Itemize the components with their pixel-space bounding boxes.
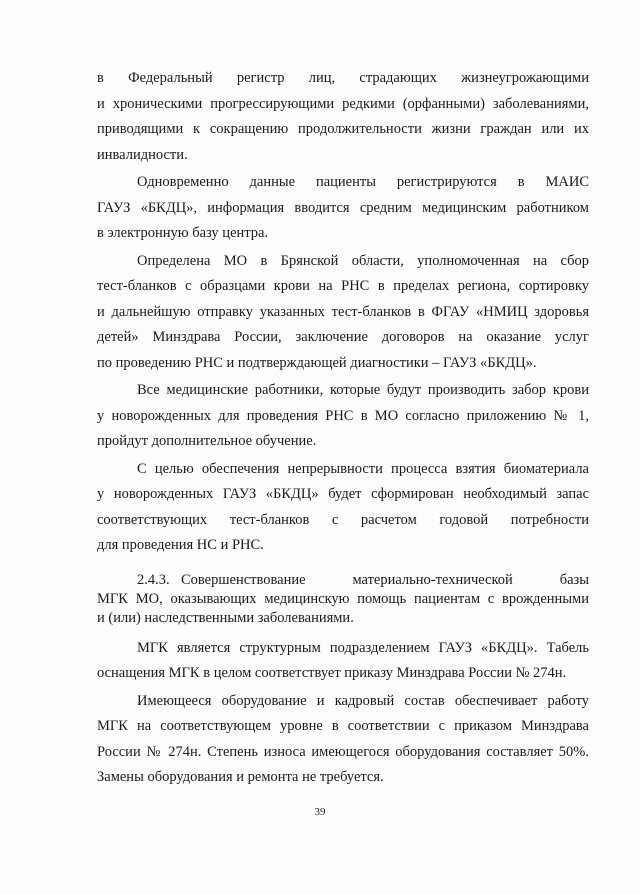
- text-line: и хроническими прогрессирующими редкими (орфанными) заболеваниями,: [97, 95, 589, 112]
- page-number: 39: [314, 806, 326, 818]
- paragraph-mais: [97, 170, 589, 247]
- text-line: в электронную базу центра.: [97, 225, 269, 241]
- paragraph-equipment: [97, 689, 589, 791]
- text-line: инвалидности.: [97, 146, 188, 163]
- section-number: 2.4.3.: [137, 571, 170, 588]
- page-content: [97, 66, 589, 791]
- text-line: по проведению РНС и подтверждающей диагностики – ГАУЗ «БКДЦ».: [97, 354, 537, 371]
- section-title-start: Совершенствование материально-технической базы: [181, 571, 589, 588]
- paragraph-biomaterial: [97, 457, 589, 559]
- paragraph-registry: [97, 66, 589, 168]
- text-line: тест-бланков с образцами крови на РНС в пределах региона, сортировку: [97, 278, 589, 294]
- text-line: оснащения МГК в целом соответствует приказу Минздрава России № 274н.: [97, 665, 567, 681]
- text-line: детей» Минздрава России, заключение договоров на оказание услуг: [97, 329, 589, 345]
- text-line: и (или) наследственными заболеваниями.: [97, 609, 354, 626]
- text-line: пройдут дополнительное обучение.: [97, 433, 317, 449]
- text-line: у новорожденных для проведения РНС в МО согласно приложению № 1,: [97, 407, 589, 424]
- text-line: в Федеральный регистр лиц, страдающих жизнеугрожающими: [97, 70, 589, 86]
- text-line: у новорожденных ГАУЗ «БКДЦ» будет сформирован необходимый запас: [97, 486, 589, 502]
- text-line: для проведения НС и РНС.: [97, 537, 264, 553]
- text-line: Определена МО в Брянской области, уполномоченная на сбор: [137, 252, 589, 269]
- paragraph-mgk-structure: [97, 636, 589, 687]
- text-line: и дальнейшую отправку указанных тест-бланков в ФГАУ «НМИЦ здоровья: [97, 303, 589, 320]
- text-line: МГК является структурным подразделением ГАУЗ «БКДЦ». Табель: [137, 639, 589, 656]
- text-line: МГК на соответствующем уровне в соответствии с приказом Минздрава: [97, 718, 589, 734]
- text-line: России № 274н. Степень износа имеющегося оборудования составляет 50%.: [97, 743, 589, 760]
- paragraph-training: [97, 378, 589, 455]
- text-line: приводящими к сокращению продолжительности жизни граждан или их: [97, 121, 589, 137]
- text-line: Одновременно данные пациенты регистрируются в МАИС: [137, 174, 589, 190]
- paragraph-authorized-mo: [97, 249, 589, 377]
- text-line: МГК МО, оказывающих медицинскую помощь пациентам с врожденными: [97, 590, 589, 607]
- section-first-line: [97, 571, 589, 590]
- section-heading: [97, 571, 589, 628]
- text-line: Все медицинские работники, которые будут производить забор крови: [137, 382, 589, 398]
- text-line: соответствующих тест-бланков с расчетом годовой потребности: [97, 511, 589, 528]
- text-line: С целью обеспечения непрерывности процесса взятия биоматериала: [137, 460, 589, 477]
- text-line: Имеющееся оборудование и кадровый состав обеспечивает работу: [137, 692, 589, 709]
- text-line: ГАУЗ «БКДЦ», информация вводится средним медицинским работником: [97, 199, 589, 216]
- text-line: Замены оборудования и ремонта не требуется.: [97, 769, 384, 785]
